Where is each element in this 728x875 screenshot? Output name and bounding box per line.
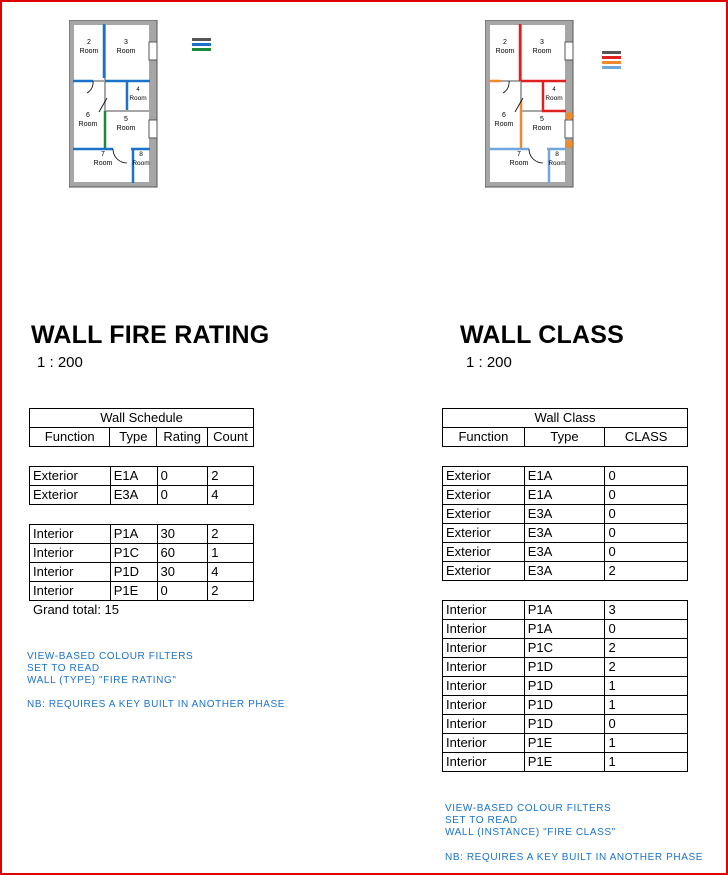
cell-function: Interior: [443, 677, 525, 696]
table-row[interactable]: [443, 715, 688, 734]
cell-type: P1D: [524, 677, 605, 696]
cell-class: 0: [605, 505, 688, 524]
room-4-name: Room: [129, 95, 147, 102]
note-line: NB: REQUIRES A KEY BUILT IN ANOTHER PHASE: [445, 852, 704, 863]
cell-type: E3A: [110, 486, 157, 505]
cell-type: P1D: [524, 696, 605, 715]
note-line: SET TO READ: [445, 815, 518, 826]
cell-count: 2: [208, 582, 254, 601]
note-line: NB: REQUIRES A KEY BUILT IN ANOTHER PHASE: [27, 699, 286, 710]
room-3-number: 3: [124, 39, 128, 46]
cell-function: Interior: [443, 734, 525, 753]
table-row[interactable]: [443, 467, 688, 486]
cell-function: Interior: [443, 639, 525, 658]
wall-class-view-scale: 1 : 200: [466, 354, 512, 371]
room-4-name: Room: [545, 95, 563, 102]
room-7-name: Room: [509, 160, 529, 167]
table-row[interactable]: [443, 639, 688, 658]
cell-count: 2: [208, 467, 254, 486]
cell-function: Interior: [30, 563, 111, 582]
schedule-title: Wall Class: [443, 409, 688, 428]
cell-rating: 0: [157, 467, 208, 486]
table-row[interactable]: [443, 696, 688, 715]
cell-type: P1E: [524, 734, 605, 753]
cell-type: E3A: [524, 524, 605, 543]
cell-type: P1A: [110, 525, 157, 544]
room-3-number: 3: [540, 39, 544, 46]
cell-function: Interior: [30, 582, 111, 601]
table-row[interactable]: [30, 525, 254, 544]
table-row[interactable]: [30, 544, 254, 563]
cell-type: E3A: [524, 505, 605, 524]
schedule-title: Wall Schedule: [30, 409, 254, 428]
room-6-number: 6: [86, 112, 90, 119]
cell-type: P1E: [524, 753, 605, 772]
cell-class: 2: [605, 562, 688, 581]
cell-function: Interior: [443, 696, 525, 715]
floor-plan-fire-rating[interactable]: [69, 20, 159, 188]
cell-function: Interior: [443, 658, 525, 677]
fire-rating-view-scale: 1 : 200: [37, 354, 83, 371]
cell-function: Exterior: [443, 505, 525, 524]
wall-class-header-table[interactable]: [442, 408, 688, 447]
cell-function: Exterior: [443, 524, 525, 543]
table-row[interactable]: [443, 505, 688, 524]
table-row[interactable]: [443, 734, 688, 753]
cell-function: Interior: [30, 544, 111, 563]
cell-function: Interior: [30, 525, 111, 544]
column-header: Count: [208, 428, 254, 447]
cell-type: E1A: [524, 486, 605, 505]
note-line: WALL (INSTANCE) "FIRE CLASS": [445, 827, 616, 838]
room-8-name: Room: [548, 160, 566, 167]
floor-plan-drawing: [69, 20, 159, 188]
room-7-number: 7: [517, 151, 521, 158]
column-header: Type: [524, 428, 605, 447]
cell-type: P1D: [524, 715, 605, 734]
floor-plan-drawing: [485, 20, 575, 188]
cell-type: E1A: [524, 467, 605, 486]
cell-rating: 0: [157, 582, 208, 601]
table-row[interactable]: [30, 467, 254, 486]
cell-type: P1E: [110, 582, 157, 601]
room-6-number: 6: [502, 112, 506, 119]
note-line: SET TO READ: [27, 663, 100, 674]
cell-rating: 0: [157, 486, 208, 505]
room-7-name: Room: [93, 160, 113, 167]
room-4-number: 4: [552, 87, 556, 93]
table-row[interactable]: [443, 658, 688, 677]
room-8-number: 8: [555, 151, 559, 158]
wall-class-view-title: WALL CLASS: [460, 321, 625, 349]
fire-rating-note: [27, 651, 285, 711]
cell-class: 0: [605, 467, 688, 486]
note-line: WALL (TYPE) "FIRE RATING": [27, 675, 177, 686]
cell-class: 0: [605, 524, 688, 543]
fire-rating-view-title: WALL FIRE RATING: [31, 321, 270, 349]
cell-type: P1C: [110, 544, 157, 563]
wall-schedule-interior-group: [29, 524, 254, 601]
room-7-number: 7: [101, 151, 105, 158]
table-row[interactable]: [30, 582, 254, 601]
cell-class: 2: [605, 658, 688, 677]
wall-class-legend-icon: [602, 51, 622, 75]
note-line: VIEW-BASED COLOUR FILTERS: [445, 803, 612, 814]
column-header: Type: [110, 428, 157, 447]
table-row[interactable]: [443, 486, 688, 505]
cell-type: P1D: [524, 658, 605, 677]
room-8-name: Room: [132, 160, 150, 167]
cell-type: P1A: [524, 601, 605, 620]
cell-class: 1: [605, 753, 688, 772]
cell-count: 1: [208, 544, 254, 563]
cell-type: E3A: [524, 562, 605, 581]
room-2-name: Room: [79, 48, 99, 55]
column-header: CLASS: [605, 428, 688, 447]
room-8-number: 8: [139, 151, 143, 158]
room-5-number: 5: [124, 116, 128, 123]
cell-class: 1: [605, 677, 688, 696]
cell-function: Exterior: [443, 543, 525, 562]
cell-class: 3: [605, 601, 688, 620]
room-2-number: 2: [87, 39, 91, 46]
wall-schedule-exterior-group: [29, 466, 254, 505]
cell-class: 2: [605, 639, 688, 658]
room-3-name: Room: [532, 48, 552, 55]
cell-class: 1: [605, 696, 688, 715]
cell-function: Exterior: [443, 467, 525, 486]
wall-schedule-header-table[interactable]: [29, 408, 254, 447]
wall-class-interior-group: [442, 600, 688, 772]
cell-function: Interior: [443, 753, 525, 772]
cell-type: E1A: [110, 467, 157, 486]
cell-class: 1: [605, 734, 688, 753]
column-header: Rating: [157, 428, 208, 447]
cell-rating: 30: [157, 563, 208, 582]
cell-type: P1D: [110, 563, 157, 582]
cell-function: Interior: [443, 715, 525, 734]
table-row[interactable]: [443, 524, 688, 543]
cell-count: 4: [208, 486, 254, 505]
room-6-name: Room: [494, 121, 514, 128]
room-3-name: Room: [116, 48, 136, 55]
room-5-name: Room: [116, 125, 136, 132]
cell-function: Exterior: [443, 486, 525, 505]
room-4-number: 4: [136, 87, 140, 93]
floor-plan-wall-class[interactable]: [485, 20, 575, 188]
cell-rating: 30: [157, 525, 208, 544]
cell-type: E3A: [524, 543, 605, 562]
room-2-name: Room: [495, 48, 515, 55]
cell-class: 0: [605, 715, 688, 734]
cell-function: Exterior: [30, 467, 111, 486]
table-row[interactable]: [30, 563, 254, 582]
note-line: VIEW-BASED COLOUR FILTERS: [27, 651, 194, 662]
table-row[interactable]: [443, 677, 688, 696]
room-6-name: Room: [78, 121, 98, 128]
fire-rating-legend-icon: [192, 38, 212, 54]
cell-function: Interior: [443, 601, 525, 620]
wall-class-note: [445, 803, 703, 864]
cell-function: Interior: [443, 620, 525, 639]
cell-type: P1C: [524, 639, 605, 658]
wall-class-exterior-group: [442, 466, 688, 581]
table-row[interactable]: [443, 562, 688, 581]
grand-total: Grand total: 15: [33, 602, 119, 617]
room-2-number: 2: [503, 39, 507, 46]
table-row[interactable]: [443, 601, 688, 620]
column-header: Function: [443, 428, 525, 447]
cell-count: 4: [208, 563, 254, 582]
cell-class: 0: [605, 620, 688, 639]
cell-class: 0: [605, 486, 688, 505]
room-5-number: 5: [540, 116, 544, 123]
table-row[interactable]: [30, 486, 254, 505]
cell-type: P1A: [524, 620, 605, 639]
table-row[interactable]: [443, 543, 688, 562]
table-row[interactable]: [443, 620, 688, 639]
cell-class: 0: [605, 543, 688, 562]
cell-function: Exterior: [30, 486, 111, 505]
cell-function: Exterior: [443, 562, 525, 581]
cell-count: 2: [208, 525, 254, 544]
column-header: Function: [30, 428, 110, 447]
room-5-name: Room: [532, 125, 552, 132]
cell-rating: 60: [157, 544, 208, 563]
table-row[interactable]: [443, 753, 688, 772]
